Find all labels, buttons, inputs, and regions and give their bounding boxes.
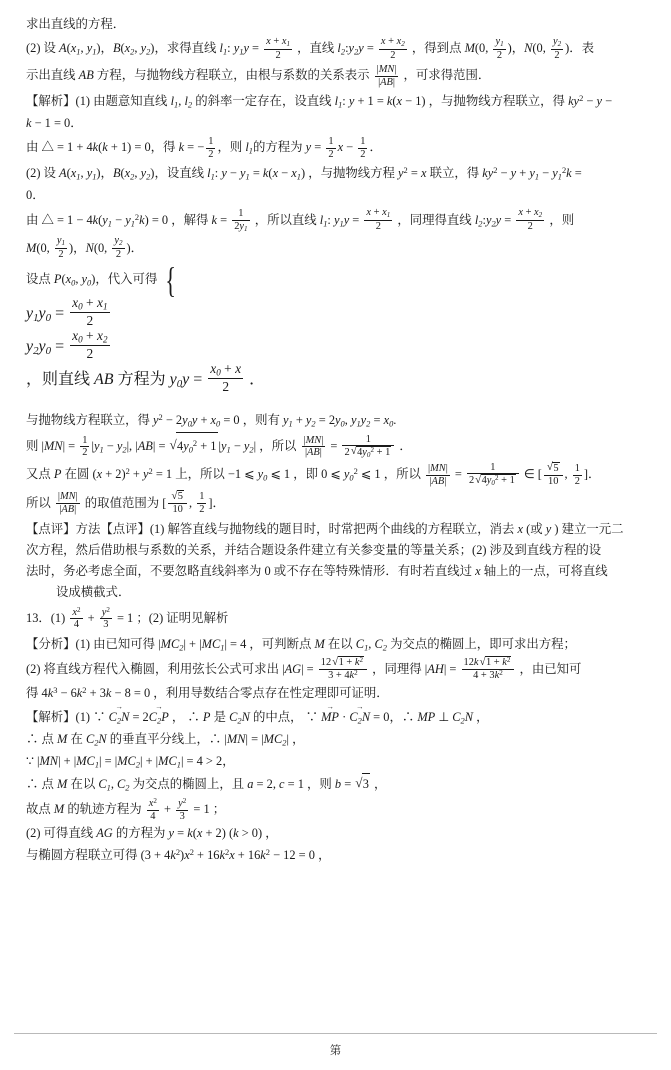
line-text: ，与抛物线方程 — [308, 166, 395, 181]
line-text: ，则有 — [242, 412, 280, 427]
line-text: ， — [318, 847, 331, 862]
text-line — [26, 185, 645, 205]
text-line: ∴ 点 M 在 $C_2N$ 的垂直平分线上，∴ $|MN| = |MC_2|$ ， — [26, 732, 305, 748]
text-line: 得 $4k^3 - 6k^2 + 3k - 8 = 0$ ，利用导数结合零点存在性定理即可证明． — [26, 685, 389, 701]
text-line: 【解析】(1) 由题意知直线 $l_1$, $l_2$ 的斜率一定存在，设直线 $l_1$: y + 1 = k(x − 1) ，与抛物线方程联立，得 $ky^2 - y$ − — [26, 93, 613, 110]
page-number: 第 — [329, 1045, 342, 1057]
text-line: 由 △ = $1 - 4k(y_1 - y_1^2k) = 0$ ，解得 k = $\frac{1}{2y_1}$ ，所以直线 $l_1$: $y_1y$ = $\frac{x + x_1}{2}$ ，同理得直线 $l_2:y_2y$ = $\frac{x + x_2}{2}$ ，则 — [26, 207, 575, 233]
line-text: (2) 可得直线 — [26, 826, 94, 841]
line-text: ，所以直线 — [254, 212, 317, 227]
text-line: 设点 $P(x_0$, $y_0$)，代入可得 { — [26, 259, 177, 300]
line-text: ， — [476, 710, 489, 725]
line-text: 又点 — [26, 467, 51, 482]
line-text: 方程为 — [117, 370, 166, 388]
line-text: 得 — [26, 686, 39, 701]
text-line: ∴ 点 M 在以 $C_1$, $C_2$ 为交点的椭圆上，且 a = 2, c = 1 ，则 b = √ 3 ， — [26, 773, 645, 795]
line-text: 在 — [70, 732, 83, 747]
line-text: ．表 — [569, 41, 595, 56]
line-text: ，代入可得 — [95, 271, 158, 286]
text-line: 所以 $\frac{|MN|}{|AB|}$ 的取值范围为 [ √ $\frac{5}{10}$ , $\frac{1}{2}$ ]． — [26, 490, 645, 516]
line-text: 则 — [26, 438, 39, 453]
line-text: 设点 — [26, 271, 51, 286]
text-line — [26, 540, 645, 560]
text-line: k − 1 = 0． — [26, 116, 83, 131]
line-text: 联立，得 — [429, 166, 480, 181]
line-text: ，由已知可 — [519, 662, 582, 677]
line-text: ，则 — [217, 140, 243, 155]
equation-system: { — [165, 259, 177, 300]
line-text: 与抛物线方程联立，得 — [26, 412, 150, 427]
line-text: (2) 设 — [26, 166, 56, 181]
text-line: (2) 设 $A(x_1$, $y_1$)，$B(x_2$, $y_2$)，求得直线 $l_1$: $y_1y$ = $\frac{x + x_1}{2}$ ，直线 $l_2:y_2y$ = $\frac{x + x_2}{2}$ ，得到点 M(0, $\frac{y_1}{2}$ )，N(0, $\frac{y_2}{2}$ )．表 — [26, 35, 595, 61]
line-text: 【解析】(1) 由题意知直线 — [26, 94, 168, 109]
line-text: ，则 — [307, 777, 332, 792]
line-text: 的方程为 — [115, 826, 166, 841]
line-text: ， — [374, 777, 387, 792]
line-text: 的取值范围为 — [84, 495, 160, 510]
line-text: 法时，务必考虑全面，不要忽略直线斜率为 0 或不存在等特殊情形．有时若直线过 — [26, 563, 473, 578]
line-text: ，设直线 — [154, 166, 204, 181]
line-text: 由 — [26, 140, 39, 155]
text-line: 由 △ = 1 + 4k(k + 1) = 0，得 k = − $\frac{1}{2}$ ，则 $l_1$的方程为 y = $\frac{1}{2}$ x − $\frac{1}{2}$ ． — [26, 136, 382, 160]
text-line: 与抛物线方程联立，得 $y^2 - 2y_0y + x_0 = 0$ ，则有 $y_1 + y_2 = 2y_0$, $y_1y_2 = x_0$. — [26, 412, 397, 429]
text-line: (2) 可得直线 AG 的方程为 y = k(x + 2) (k > 0) ， — [26, 826, 278, 841]
text-line: 则 |MN| = $\frac{1}{2}$ $|y_1 - y_2|$, |AB| = √ $4y_0^2 + 1$ $|y_1 - y_2|$ ，所以 $\frac{|MN|}{|AB|}$ = $\frac{1}{2 √ 4y_0^2 + 1}$ ． — [26, 432, 645, 460]
line-text: 13．(1) — [26, 611, 66, 625]
line-text: ． — [399, 438, 412, 453]
line-text: ，直线 — [297, 41, 335, 56]
line-text: (2) 将直线方程代入椭圆，利用弦长公式可求出 — [26, 662, 279, 677]
text-line: 又点 P 在圆 $(x + 2)^2 + y^2 = 1$ 上，所以 −1 ⩽ $y_0$ ⩽ 1 ，即 0 ⩽ $y_0^2$ ⩽ 1 ，所以 $\frac{|MN|}{|AB|}$ = $\frac{1}{2 √ 4y_0^2 + 1}$ ∈ [ √ $\frac{5}{10}$ , $\frac{1}{2}$ ]． — [26, 461, 645, 488]
line-text: ， — [171, 710, 185, 725]
line-text: ，即 — [293, 467, 319, 482]
line-text: ，与抛物线方程联立，得 — [428, 94, 565, 109]
line-text: ． — [70, 116, 83, 131]
line-text: ，解得 — [171, 212, 209, 227]
line-text: ，利用导数结合零点存在性定理即可证明． — [153, 686, 389, 701]
line-text: ，则直线 — [26, 370, 91, 388]
footer-divider — [14, 1033, 657, 1034]
line-text: ∴ 点 — [26, 732, 54, 747]
line-text: 由 — [26, 212, 39, 227]
text-line: 故点 M 的轨迹方程为 $\frac{x^2}{4}$ + $\frac{y^2}{3}$ = 1 ； — [26, 796, 226, 822]
line-text: 【点评】方法【点评】(1) 解答直线与抛物线的题目时，时常把两个曲线的方程联立，消去 — [26, 521, 515, 536]
line-text: (2) 设 — [26, 41, 56, 56]
text-line — [26, 582, 645, 602]
line-text: ，所以 — [383, 467, 421, 482]
line-text: 0． — [26, 188, 45, 203]
line-text: ， — [292, 732, 305, 747]
line-text: ； — [212, 802, 226, 817]
line-text: 的轨迹方程为 — [67, 802, 142, 817]
line-text: 所以 — [26, 495, 51, 510]
line-text: (或 — [526, 521, 543, 536]
line-text: 是 — [213, 710, 226, 725]
line-text: ，可求得范围． — [403, 68, 491, 83]
text-line: 【点评】方法【点评】(1) 解答直线与抛物线的题目时，时常把两个曲线的方程联立，消去 x (或 y ) 建立一元二 — [26, 521, 624, 536]
line-text: 的中点， — [252, 710, 303, 725]
line-text: ，则 — [549, 212, 575, 227]
text-line: (2) 将直线方程代入椭圆，利用弦长公式可求出 |AG| = $\frac{12 √ 1 + k^2}{3 + 4k^2}$ ，同理得 |AH| = $\frac{12k √ 1 + k^2}{4 + 3k^2}$ ，由已知可 — [26, 656, 645, 682]
line-text: ． — [369, 140, 382, 155]
line-text: ，同理得 — [372, 662, 422, 677]
line-text: ，求得直线 — [154, 41, 217, 56]
line-text: 示出直线 — [26, 68, 76, 83]
text-line: 【分析】(1) 由已知可得 $|MC_2| + |MC_1| = 4$ ，可判断点 M 在以 $C_1$, $C_2$ 为交点的椭圆上，即可求出方程； — [26, 637, 576, 653]
line-text: ，可判断点 — [249, 637, 312, 652]
line-text: ， — [265, 826, 278, 841]
text-line: 13．(1) $\frac{x^2}{4}$ + $\frac{y^2}{3}$ = 1 ；(2) 证明见解析 — [26, 605, 229, 631]
line-text: 上，所以 — [175, 467, 225, 482]
text-line: 与椭圆方程联立可得 $(3 + 4k^2)x^2 + 16k^2x + 16k^2 - 12 = 0$ ， — [26, 846, 331, 862]
line-text: ，得到点 — [411, 41, 462, 56]
text-line — [26, 14, 645, 34]
line-text: 在以 — [70, 777, 96, 792]
line-text: 的垂直平分线上，∴ — [109, 732, 222, 747]
text-line: 【解析】(1) ∵ $C_2N$ → = $2C_2P$ → ， ∴ P 是 $C_2N$ 的中点， ∵ MP → · $C_2N$ → = 0，∴ MP ⊥ $C_2N$ ， — [26, 706, 645, 728]
line-text: ，同理得直线 — [397, 212, 472, 227]
line-text: 的斜率一定存在，设直线 — [195, 94, 332, 109]
line-text: 求出直线的方程． — [26, 17, 126, 31]
line-text: 在以 — [327, 637, 353, 652]
text-line: 法时，务必考虑全面，不要忽略直线斜率为 0 或不存在等特殊情形．有时若直线过 x 轴上的一点，可将直线 — [26, 563, 608, 578]
line-text: 【解析】(1) — [26, 710, 91, 725]
line-text: ． — [212, 495, 225, 510]
line-text: ；(2) 证明见解析 — [136, 611, 229, 625]
line-text: ． — [130, 240, 144, 255]
line-text: 轴上的一点，可将直线 — [483, 563, 608, 578]
line-text: 方程，与抛物线方程联立，由根与系数的关系表示 — [96, 68, 370, 83]
line-text: ． — [249, 370, 266, 388]
line-text: ，得 — [150, 140, 176, 155]
text-line: (2) 设 $A(x_1$, $y_1$)，$B(x_2$, $y_2$)，设直线 $l_1$: $y - y_1 = k(x - x_1)$ ，与抛物线方程 $y^2 = x$ 联立，得 $ky^2 - y + y_1 - y_1^2k$ = — [26, 165, 582, 182]
text-line: M(0, $\frac{y_1}{2}$ )，N(0, $\frac{y_2}{2}$ )． — [26, 235, 144, 261]
line-text: 在圆 — [64, 467, 90, 482]
document-page: 求出直线的方程． (2) 设 $A(x_1$, $y_1$)，$B(x_2$, $y_2$)，求得直线 $l_1$: $y_1y$ = $\frac{x + x_1}{2}$ ，直线 $l_2:y_2y$ = $\frac{x + x_2}{2}$ ，得到点 M(0, $\frac{y_1}{2}$ )，N(0, $\frac{y_2}{2}$ )．表 示出直线 AB 方程，与抛物线方程联立，由根与系数的关系表示 $\frac{|MN|}{|AB|}$ ，可求得范围． 【解析】(1) 由题意知直线 $l_1$, $l_2$ 的斜率一定存在，设直线 $l_1$: y + 1 = k(x − 1) ，与抛物线方程联立，得 $ky^2 - y$ − k − 1 = 0． 由 △ = 1 + 4k(k + 1) = 0，得 k = − $\frac{1}{2}$ ，则 $l_1$的方程为 y = $\frac{1}{2}$ x − $\frac{1}{2}$ ． (2) 设 $A(x_1$, $y_1$)，$B(x_2$, $y_2$)，设直线 $l_1$: $y - y_1 = k(x - x_1)$ ，与抛物线方程 $y^2 = x$ 联立，得 $ky^2 - y + y_1 - y_1^2k$ = 0． 由 △ = $1 - 4k(y_1 - y_1^2k) = 0$ ，解得 k = $\frac{1}{2y_1}$ ，所以直线 $l_1$: $y_1y$ = $\frac{x + x_1}{2}$ ，同理得直线 $l_2:y_2y$ = $\frac{x + x_2}{2}$ ，则 M(0, $\frac{y_1}{2}$ )，N(0, $\frac{y_2}{2}$ )． 设点 $P(x_0$, $y_0$)，代入可得 { $y_1y_0$ = $\frac{x_0 + x_1}{2}$ $y_2y_0$ = $\frac{x_0 + x_2}{2}$ ，则直线 AB 方程为 $y_0y$ = $\frac{x_0 + x}{2}$ ． 与抛物线方程联立，得 $y^2 - 2y_0y + x_0 = 0$ ，则有 $y_1 + y_2 = 2y_0$, $y_1y_2 = x_0$. 则 |MN| = $\frac{1}{2}$ $|y_1 - y_2|$, |AB| = √ $4y_0^2 + 1$ $|y_1 - y_2|$ ，所以 $\frac{|MN|}{|AB|}$ = $\frac{1}{2 √ 4y_0^2 + 1}$ ． 又点 P 在圆 $(x + 2)^2 + y^2 = 1$ 上，所以 −1 ⩽ $y_0$ ⩽ 1 ，即 0 ⩽ $y_0^2$ ⩽ 1 ，所以 $\frac{|MN|}{|AB|}$ = $\frac{1}{2 √ 4y_0^2 + 1}$ ∈ [ √ $\frac{5}{10}$ , $\frac{1}{2}$ ]． 所以 $\frac{|MN|}{|AB|}$ 的取值范围为 [ √ $\frac{5}{10}$ , $\frac{1}{2}$ ]． 【点评】方法【点评】(1) 解答直线与抛物线的题目时，时常把两个曲线的方程联立，消去 x (或 y ) 建立一元二 次方程，然后借助根与系数的关系，并结合题设条件建立有关参变量的等量关系；(2) 涉及到直线方程的设 法时，务必考虑全面，不要忽略直线斜率为 0 或不存在等特殊情形．有时若直线过 x 轴上的一点，可将直线 设成横截式． 13．(1) $\frac{x^2}{4}$ + $\frac{y^2}{3}$ = 1 ；(2) 证明见解析 【分析】(1) 由已知可得 $|MC_2| + |MC_1| = 4$ ，可判断点 M 在以 $C_1$, $C_2$ 为交点的椭圆上，即可求出方程； (2) 将直线方程代入椭圆，利用弦长公式可求出 |AG| = $\frac{12 √ 1 + k^2}{3 + 4k^2}$ ，同理得 |AH| = $\frac{12k √ 1 + k^2}{4 + 3k^2}$ ，由已知可 得 $4k^3 - 6k^2 + 3k - 8 = 0$ ，利用导数结合零点存在性定理即可证明． 【解析】(1) ∵ $C_2N$ → = $2C_2P$ → ， ∴ P 是 $C_2N$ 的中点， ∵ MP → · $C_2N$ → = 0，∴ MP ⊥ $C_2N$ ， ∴ 点 M 在 $C_2N$ 的垂直平分线上，∴ $|MN| = |MC_2|$ ， ∵ $|MN| + |MC_1| = |MC_2| + |MC_1| = 4 > 2$， ∴ 点 M 在以 $C_1$, $C_2$ 为交点的椭圆上，且 a = 2, c = 1 ，则 b = √ 3 ， 故点 M 的轨迹方程为 $\frac{x^2}{4}$ + $\frac{y^2}{3}$ = 1 ； (2) 可得直线 AG 的方程为 y = k(x + 2) (k > 0) ， 与椭圆方程联立可得 $(3 + 4k^2)x^2 + 16k^2x + 16k^2 - 12 = 0$ ， 第 — [0, 0, 671, 1070]
line-text: 故点 — [26, 802, 51, 817]
line-text: ，所以 — [259, 438, 297, 453]
text-line: 示出直线 AB 方程，与抛物线方程联立，由根与系数的关系表示 $\frac{|MN|}{|AB|}$ ，可求得范围． — [26, 63, 491, 88]
line-text: 设成横截式． — [56, 584, 131, 599]
line-text: 为交点的椭圆上，且 — [132, 777, 245, 792]
line-text: ∴ 点 — [26, 777, 54, 792]
line-text: ， — [222, 754, 235, 769]
line-text: 的方程为 — [253, 140, 303, 155]
line-text: 与椭圆方程联立可得 — [26, 847, 138, 862]
line-text: 为交点的椭圆上，即可求出方程； — [390, 637, 576, 652]
line-text: ) 建立一元二 — [554, 521, 624, 536]
line-text: 【分析】(1) 由已知可得 — [26, 637, 156, 652]
text-line: ∵ $|MN| + |MC_1| = |MC_2| + |MC_1| = 4 > 2$， — [26, 754, 235, 770]
line-text: 次方程，然后借助根与系数的关系，并结合题设条件建立有关参变量的等量关系；(2) 涉及到直线方程的设 — [26, 542, 602, 557]
